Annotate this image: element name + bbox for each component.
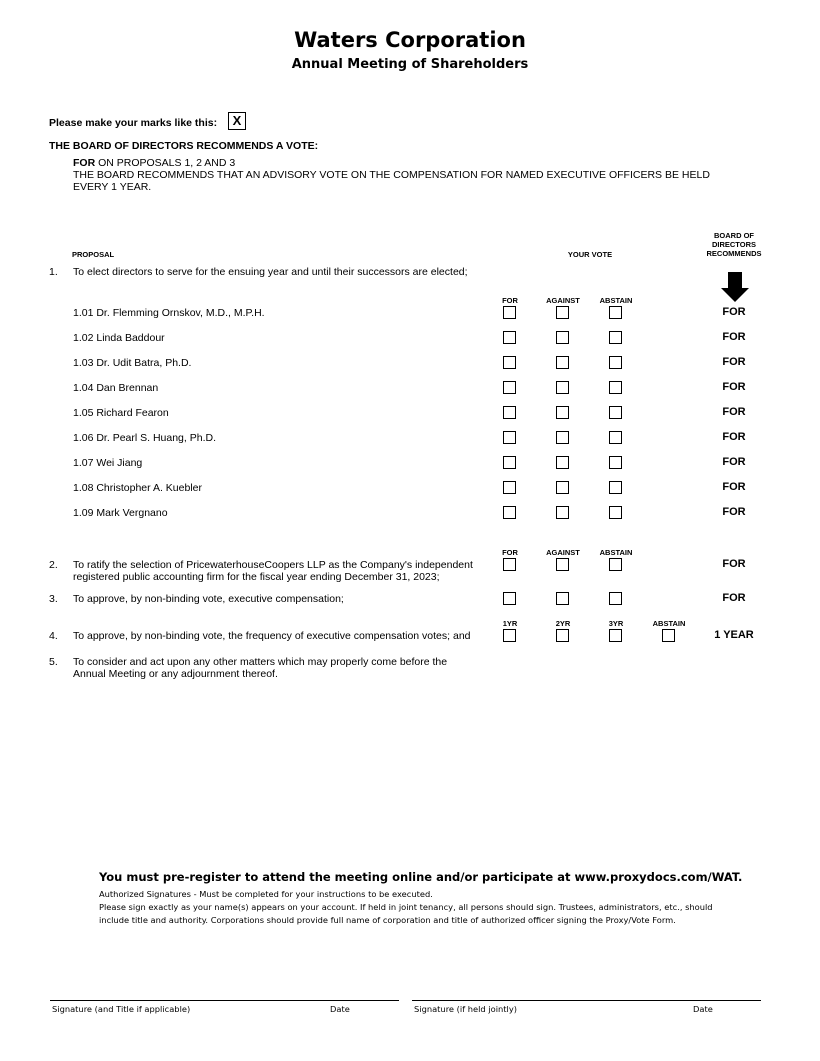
director-8-against-checkbox[interactable]: [556, 481, 569, 494]
proposal-1-text: To elect directors to serve for the ensuing year and until their successors are elected;: [73, 266, 468, 278]
director-4-name: 1.04 Dan Brennan: [73, 382, 159, 394]
director-5-name: 1.05 Richard Fearon: [73, 407, 169, 419]
director-7-name: 1.07 Wei Jiang: [73, 457, 143, 469]
proposal-4-2yr-checkbox[interactable]: [556, 629, 569, 642]
recommend-frequency: THE BOARD RECOMMENDS THAT AN ADVISORY VOTE ON THE COMPENSATION FOR NAMED EXECUTIVE OFFICERS BE HELD EVERY 1 YEAR.: [73, 169, 710, 193]
director-1-for-checkbox[interactable]: [503, 306, 516, 319]
director-9-abstain-checkbox[interactable]: [609, 506, 622, 519]
against-option-label: AGAINST: [546, 548, 580, 557]
director-8-name: 1.08 Christopher A. Kuebler: [73, 482, 202, 494]
director-6-recommendation: FOR: [722, 431, 746, 443]
director-3-for-checkbox[interactable]: [503, 356, 516, 369]
director-2-abstain-checkbox[interactable]: [609, 331, 622, 344]
signature-line-2[interactable]: [412, 1000, 761, 1001]
two-year-option-label: 2YR: [555, 619, 571, 628]
director-3-recommendation: FOR: [722, 356, 746, 368]
director-8-abstain-checkbox[interactable]: [609, 481, 622, 494]
abstain-option-label: ABSTAIN: [599, 296, 633, 305]
proposal-3-number: 3.: [49, 593, 58, 605]
marks-instruction: Please make your marks like this:: [49, 117, 218, 129]
page-title: Waters Corporation: [294, 28, 526, 52]
proposal-5-number: 5.: [49, 656, 58, 668]
proposal-2-abstain-checkbox[interactable]: [609, 558, 622, 571]
director-9-recommendation: FOR: [722, 506, 746, 518]
date-2-label: Date: [693, 1004, 713, 1014]
date-1-label: Date: [330, 1004, 350, 1014]
proposal-4-1yr-checkbox[interactable]: [503, 629, 516, 642]
for-option-label: FOR: [502, 296, 518, 305]
director-5-for-checkbox[interactable]: [503, 406, 516, 419]
mark-example-box: X: [228, 112, 246, 130]
board-recommends-heading: THE BOARD OF DIRECTORS RECOMMENDS A VOTE:: [49, 140, 319, 152]
arrow-down-icon: [721, 272, 749, 302]
director-7-for-checkbox[interactable]: [503, 456, 516, 469]
director-1-abstain-checkbox[interactable]: [609, 306, 622, 319]
recommend-for-label: FOR: [73, 157, 96, 169]
director-9-name: 1.09 Mark Vergnano: [73, 507, 168, 519]
director-9-for-checkbox[interactable]: [503, 506, 516, 519]
against-option-label: AGAINST: [546, 296, 580, 305]
proposal-2-text: To ratify the selection of PricewaterhouseCoopers LLP as the Company's independent registered public accounting firm for the fiscal year ending December 31, 2023;: [73, 559, 473, 583]
director-4-recommendation: FOR: [722, 381, 746, 393]
director-8-recommendation: FOR: [722, 481, 746, 493]
director-2-against-checkbox[interactable]: [556, 331, 569, 344]
one-year-option-label: 1YR: [502, 619, 518, 628]
proposal-column-header: PROPOSAL: [72, 250, 115, 259]
director-5-against-checkbox[interactable]: [556, 406, 569, 419]
your-vote-column-header: YOUR VOTE: [567, 250, 613, 259]
director-6-for-checkbox[interactable]: [503, 431, 516, 444]
director-5-recommendation: FOR: [722, 406, 746, 418]
signature-2-label: Signature (if held jointly): [414, 1004, 517, 1014]
recommend-for-proposals-text: ON PROPOSALS 1, 2 AND 3: [95, 157, 236, 169]
director-4-against-checkbox[interactable]: [556, 381, 569, 394]
director-5-abstain-checkbox[interactable]: [609, 406, 622, 419]
signature-1-label: Signature (and Title if applicable): [52, 1004, 191, 1014]
director-1-name: 1.01 Dr. Flemming Ornskov, M.D., M.P.H.: [73, 307, 265, 319]
proposal-4-text: To approve, by non-binding vote, the frequency of executive compensation votes; and: [73, 630, 471, 642]
for-option-label: FOR: [502, 548, 518, 557]
three-year-option-label: 3YR: [608, 619, 624, 628]
proposal-5-text: To consider and act upon any other matters which may properly come before the Annual Meeting or any adjournment thereof.: [73, 656, 448, 680]
director-1-against-checkbox[interactable]: [556, 306, 569, 319]
director-4-for-checkbox[interactable]: [503, 381, 516, 394]
proposal-4-number: 4.: [49, 630, 58, 642]
director-3-name: 1.03 Dr. Udit Batra, Ph.D.: [73, 357, 192, 369]
authorized-signatures-note: Authorized Signatures - Must be completed for your instructions to be executed.: [99, 889, 433, 899]
proposal-3-abstain-checkbox[interactable]: [609, 592, 622, 605]
proposal-3-text: To approve, by non-binding vote, executive compensation;: [73, 593, 344, 605]
director-2-for-checkbox[interactable]: [503, 331, 516, 344]
proposal-2-recommendation: FOR: [722, 558, 746, 570]
director-6-against-checkbox[interactable]: [556, 431, 569, 444]
page-subtitle: Annual Meeting of Shareholders: [291, 57, 529, 72]
proposal-4-abstain-checkbox[interactable]: [662, 629, 675, 642]
director-3-against-checkbox[interactable]: [556, 356, 569, 369]
director-4-abstain-checkbox[interactable]: [609, 381, 622, 394]
director-7-recommendation: FOR: [722, 456, 746, 468]
preregister-notice: You must pre-register to attend the meeting online and/or participate at www.proxydocs.com/WAT.: [99, 870, 743, 884]
director-7-abstain-checkbox[interactable]: [609, 456, 622, 469]
proposal-2-for-checkbox[interactable]: [503, 558, 516, 571]
director-6-abstain-checkbox[interactable]: [609, 431, 622, 444]
recommend-for-proposals: [73, 157, 235, 169]
director-8-for-checkbox[interactable]: [503, 481, 516, 494]
director-7-against-checkbox[interactable]: [556, 456, 569, 469]
proposal-4-recommendation: 1 YEAR: [714, 629, 754, 641]
proposal-3-for-checkbox[interactable]: [503, 592, 516, 605]
director-3-abstain-checkbox[interactable]: [609, 356, 622, 369]
board-recommends-column-header: BOARD OF DIRECTORS RECOMMENDS: [706, 231, 762, 258]
signature-line-1[interactable]: [50, 1000, 399, 1001]
abstain-option-label: ABSTAIN: [599, 548, 633, 557]
signing-instructions: Please sign exactly as your name(s) appears on your account. If held in joint tenancy, all persons should sign. Trustees, administrators, etc., should include title and authority. Corporations should provide full name of corporation and title of authorized officer signing the Proxy/Vote Form.: [99, 902, 713, 925]
director-2-recommendation: FOR: [722, 331, 746, 343]
abstain-option-label: ABSTAIN: [652, 619, 686, 628]
director-6-name: 1.06 Dr. Pearl S. Huang, Ph.D.: [73, 432, 216, 444]
proposal-3-recommendation: FOR: [722, 592, 746, 604]
proposal-4-3yr-checkbox[interactable]: [609, 629, 622, 642]
director-1-recommendation: FOR: [722, 306, 746, 318]
proposal-1-number: 1.: [49, 266, 58, 278]
director-9-against-checkbox[interactable]: [556, 506, 569, 519]
proposal-2-against-checkbox[interactable]: [556, 558, 569, 571]
proposal-3-against-checkbox[interactable]: [556, 592, 569, 605]
proposal-2-number: 2.: [49, 559, 58, 571]
director-2-name: 1.02 Linda Baddour: [73, 332, 165, 344]
